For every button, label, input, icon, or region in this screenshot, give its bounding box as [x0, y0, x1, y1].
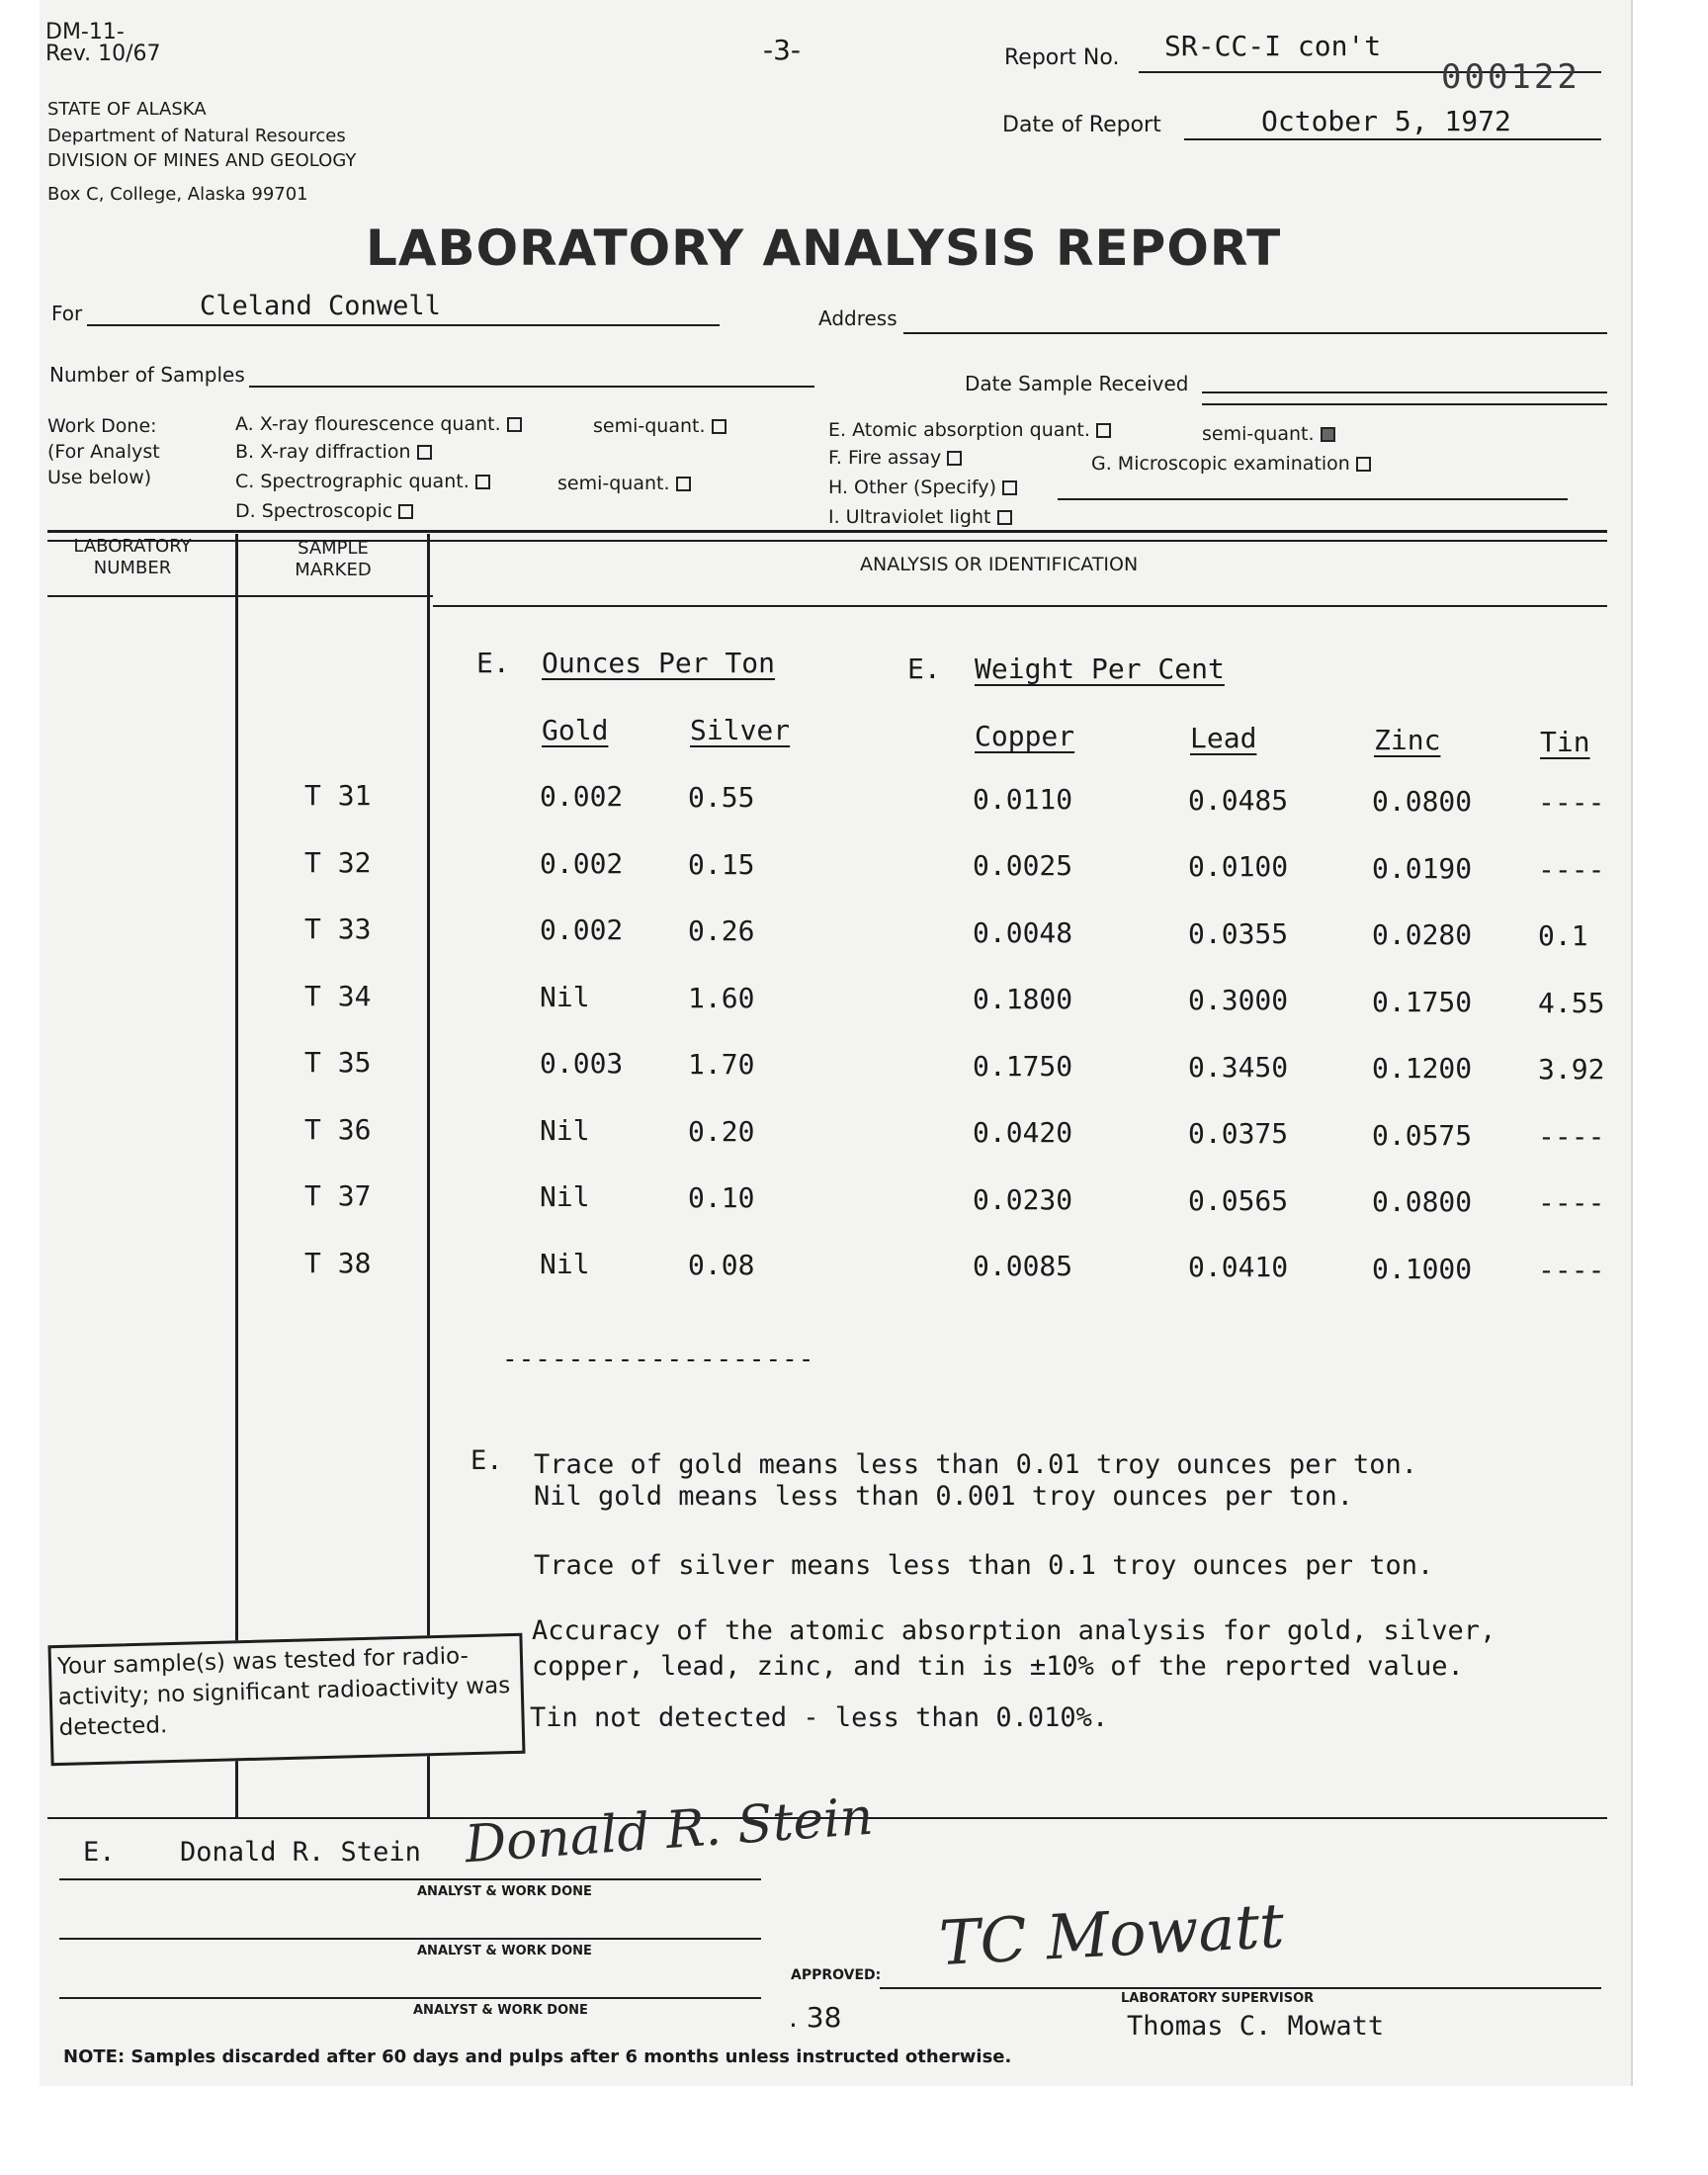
note-line-3: Trace of silver means less than 0.1 troy ounces per ton.	[534, 1550, 1434, 1581]
option-h-specify-line	[1058, 498, 1568, 500]
note-line-4: Accuracy of the atomic absorption analysis for gold, silver,	[532, 1615, 1496, 1646]
for-line	[87, 324, 720, 326]
zinc-cell: 0.1750	[1372, 985, 1473, 1018]
tin-cell: ----	[1538, 1119, 1605, 1153]
address-line	[903, 332, 1607, 334]
table-top-rule	[47, 530, 1607, 533]
tin-cell: 4.55	[1538, 986, 1605, 1019]
col-zinc: Zinc	[1374, 724, 1441, 756]
option-a-quant-checkbox[interactable]	[507, 417, 522, 432]
zinc-cell: 0.1000	[1372, 1252, 1473, 1285]
option-i-checkbox[interactable]	[997, 510, 1012, 525]
copper-cell: 0.0025	[973, 849, 1073, 883]
zinc-cell: 0.0800	[1372, 1185, 1473, 1218]
lead-cell: 0.0485	[1188, 783, 1289, 817]
option-b-checkbox[interactable]	[417, 445, 432, 460]
analysis-header: ANALYSIS OR IDENTIFICATION	[860, 554, 1139, 575]
analyst-line-1	[59, 1878, 761, 1880]
gold-cell: 0.002	[540, 846, 624, 880]
option-a-semi: semi-quant.	[593, 415, 726, 437]
date-received-line	[1202, 392, 1607, 393]
header-bottom-rule-right	[433, 605, 1607, 607]
silver-cell: 0.15	[688, 847, 755, 881]
sample-cell: T 31	[304, 779, 372, 812]
lead-cell: 0.0410	[1188, 1251, 1289, 1284]
sample-marked-header: SAMPLE MARKED	[295, 538, 372, 580]
zinc-cell: 0.0280	[1372, 918, 1473, 951]
lead-cell: 0.0100	[1188, 850, 1289, 884]
option-e-quant-checkbox[interactable]	[1096, 423, 1111, 438]
gold-cell: Nil	[540, 1113, 590, 1147]
option-g-checkbox[interactable]	[1356, 457, 1371, 472]
option-h: H. Other (Specify)	[828, 477, 1017, 498]
col-lead: Lead	[1190, 722, 1257, 754]
sample-cell: T 34	[304, 979, 372, 1012]
radioactivity-stamp: Your sample(s) was tested for radio-activity; no significant radioactivity was detected.	[47, 1633, 525, 1767]
zinc-cell: 0.0800	[1372, 785, 1473, 818]
zinc-cell: 0.0575	[1372, 1118, 1473, 1152]
date-of-report-line	[1184, 138, 1601, 140]
page-reference: . 38	[789, 2001, 842, 2034]
option-d-checkbox[interactable]	[398, 504, 413, 519]
sample-cell: T 37	[304, 1179, 372, 1212]
option-f: F. Fire assay	[828, 447, 962, 469]
copper-cell: 0.1750	[973, 1049, 1073, 1083]
tin-cell: ----	[1538, 1253, 1605, 1286]
option-a: A. X-ray flourescence quant.	[235, 413, 522, 435]
sample-cell: T 38	[304, 1246, 372, 1279]
approved-line	[880, 1987, 1601, 1989]
lead-cell: 0.0355	[1188, 916, 1289, 950]
silver-cell: 0.10	[688, 1181, 755, 1215]
form-revision: Rev. 10/67	[45, 42, 161, 66]
copper-cell: 0.0085	[973, 1250, 1073, 1283]
analyst-line-2	[59, 1938, 761, 1940]
copper-cell: 0.0048	[973, 915, 1073, 949]
analyst-name: Donald R. Stein	[180, 1837, 421, 1868]
report-no-label: Report No.	[1004, 45, 1120, 70]
work-done-label: Work Done:	[47, 415, 157, 437]
notes-marker: E.	[470, 1445, 503, 1476]
table-separator: -------------------	[502, 1345, 815, 1374]
column-divider-2	[427, 534, 430, 1819]
analyst-caption-3: ANALYST & WORK DONE	[413, 2003, 588, 2018]
col-silver: Silver	[690, 714, 791, 746]
analyst-line-3	[59, 1997, 761, 1999]
supervisor-name: Thomas C. Mowatt	[1127, 2011, 1385, 2042]
report-title: LABORATORY ANALYSIS REPORT	[366, 219, 1282, 277]
option-a-semi-checkbox[interactable]	[712, 419, 726, 434]
option-g: G. Microscopic examination	[1091, 453, 1371, 475]
tin-cell: 3.92	[1538, 1053, 1605, 1087]
note-line-1: Trace of gold means less than 0.01 troy ounces per ton.	[534, 1449, 1418, 1480]
gold-cell: 0.003	[540, 1047, 624, 1081]
group-2-title: Weight Per Cent	[975, 652, 1225, 685]
approved-label: APPROVED:	[791, 1967, 882, 1983]
silver-cell: 0.08	[688, 1248, 755, 1281]
gold-cell: Nil	[540, 980, 590, 1013]
option-c-semi-checkbox[interactable]	[676, 477, 691, 491]
header-bottom-rule-left	[47, 595, 433, 597]
for-label: For	[51, 302, 83, 325]
note-line-2: Nil gold means less than 0.001 troy ounces per ton.	[534, 1481, 1354, 1512]
option-b: B. X-ray diffraction	[235, 441, 432, 463]
copper-cell: 0.1800	[973, 983, 1073, 1016]
lead-cell: 0.3450	[1188, 1050, 1289, 1084]
group-1-title: Ounces Per Ton	[542, 647, 776, 679]
gold-cell: 0.002	[540, 780, 624, 814]
option-c: C. Spectrographic quant.	[235, 471, 490, 492]
silver-cell: 1.60	[688, 981, 755, 1014]
note-line-6: Tin not detected - less than 0.010%.	[530, 1702, 1109, 1733]
zinc-cell: 0.1200	[1372, 1052, 1473, 1085]
analyst-marker: E.	[83, 1837, 116, 1868]
silver-cell: 0.26	[688, 914, 755, 948]
supervisor-signature: TC Mowatt	[937, 1888, 1286, 1980]
sample-cell: T 32	[304, 845, 372, 879]
footer-note: NOTE: Samples discarded after 60 days and pulps after 6 months unless instructed otherwise.	[63, 2046, 1012, 2067]
tin-cell: 0.1	[1538, 919, 1588, 953]
copper-cell: 0.0110	[973, 782, 1073, 816]
samples-label: Number of Samples	[49, 363, 245, 387]
copper-cell: 0.0230	[973, 1182, 1073, 1216]
col-tin: Tin	[1540, 726, 1590, 758]
sample-cell: T 33	[304, 913, 372, 945]
samples-line	[249, 386, 814, 388]
tin-cell: ----	[1538, 786, 1605, 820]
option-d: D. Spectroscopic	[235, 500, 413, 522]
lead-cell: 0.0565	[1188, 1183, 1289, 1217]
option-i: I. Ultraviolet light	[828, 506, 1012, 528]
work-done-label-3: Use below)	[47, 467, 152, 488]
supervisor-caption: LABORATORY SUPERVISOR	[1121, 1991, 1315, 2006]
copper-cell: 0.0420	[973, 1116, 1073, 1150]
page-number: -3-	[763, 34, 802, 66]
silver-cell: 0.55	[688, 781, 755, 815]
tin-cell: ----	[1538, 1186, 1605, 1220]
group-2-method: E.	[907, 652, 941, 685]
work-done-label-2: (For Analyst	[47, 441, 160, 463]
agency-line-4: Box C, College, Alaska 99701	[47, 184, 308, 205]
analyst-signature: Donald R. Stein	[463, 1786, 876, 1875]
form-number: DM-11-	[45, 20, 125, 44]
option-e-semi-checkbox[interactable]	[1321, 427, 1335, 442]
option-f-checkbox[interactable]	[947, 451, 962, 466]
address-label: Address	[818, 306, 897, 330]
serial-number: 000122	[1441, 57, 1580, 97]
option-e: E. Atomic absorption quant.	[828, 419, 1111, 441]
gold-cell: 0.002	[540, 914, 624, 947]
option-c-semi: semi-quant.	[557, 473, 691, 494]
option-h-checkbox[interactable]	[1002, 480, 1017, 495]
option-c-quant-checkbox[interactable]	[475, 475, 490, 489]
zinc-cell: 0.0190	[1372, 851, 1473, 885]
agency-line-1: STATE OF ALASKA	[47, 99, 207, 120]
silver-cell: 1.70	[688, 1048, 755, 1082]
agency-line-2: Department of Natural Resources	[47, 126, 346, 146]
lead-cell: 0.0375	[1188, 1117, 1289, 1151]
column-divider-1	[235, 534, 238, 1819]
col-copper: Copper	[975, 720, 1075, 752]
agency-line-3: DIVISION OF MINES AND GEOLOGY	[47, 150, 357, 171]
sample-cell: T 35	[304, 1046, 372, 1079]
lab-number-header: LABORATORY NUMBER	[73, 536, 192, 578]
silver-cell: 0.20	[688, 1114, 755, 1148]
sample-cell: T 36	[304, 1112, 372, 1146]
for-value: Cleland Conwell	[200, 291, 441, 321]
date-received-label: Date Sample Received	[965, 372, 1189, 395]
date-of-report-label: Date of Report	[1002, 113, 1161, 137]
col-gold: Gold	[542, 714, 609, 746]
report-no-value: SR-CC-I con't	[1164, 30, 1382, 62]
gold-cell: Nil	[540, 1180, 590, 1214]
date-of-report-value: October 5, 1972	[1261, 105, 1511, 137]
gold-cell: Nil	[540, 1247, 590, 1280]
tin-cell: ----	[1538, 852, 1605, 886]
analyst-caption-1: ANALYST & WORK DONE	[417, 1884, 592, 1899]
analyst-caption-2: ANALYST & WORK DONE	[417, 1944, 592, 1958]
note-line-5: copper, lead, zinc, and tin is ±10% of the reported value.	[532, 1651, 1464, 1682]
lead-cell: 0.3000	[1188, 984, 1289, 1017]
date-received-line-2	[1202, 403, 1607, 405]
option-e-semi: semi-quant.	[1202, 423, 1335, 445]
group-1-method: E.	[476, 647, 510, 679]
